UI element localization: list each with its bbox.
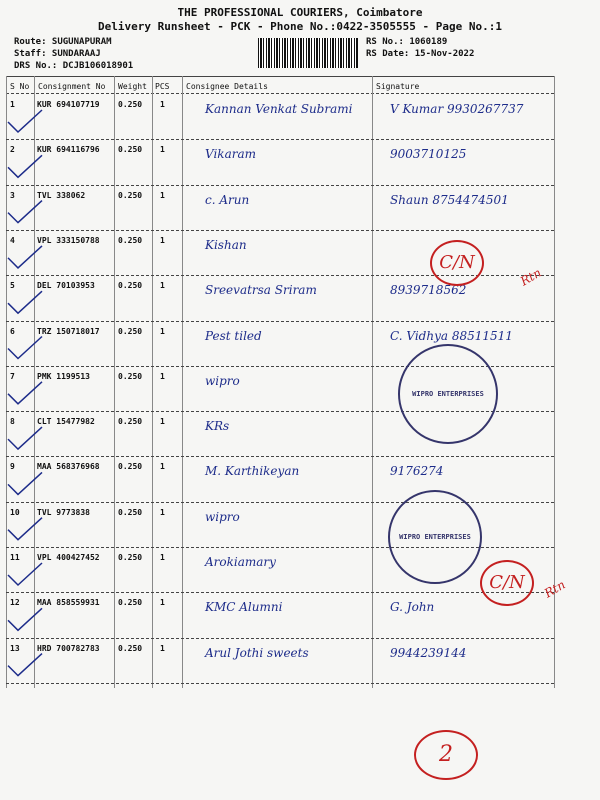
row-weight: 0.250 [118,598,143,608]
col-weight: Weight [118,82,147,91]
tick-mark [8,110,42,132]
row-pcs: 1 [160,145,165,155]
rs-number: RS No.: 1060189 [366,37,448,47]
staff-label: Staff: SUNDARAAJ [14,49,101,59]
row-consignee: Sreevatrsa Sriram [205,283,317,298]
col-consignee: Consignee Details [186,82,268,91]
col-sno: S No [10,82,30,91]
tick-mark [8,201,42,223]
col-signature: Signature [376,82,420,91]
row-consignment-no: MAA 568376968 [37,462,100,472]
row-consignment-no: KUR 694116796 [37,145,100,155]
row-sno: 11 [10,553,20,562]
row-sno: 2 [10,145,15,155]
row-weight: 0.250 [118,417,143,427]
row-consignment-no: MAA 858559931 [37,598,100,608]
tick-mark [8,472,42,494]
row-pcs: 1 [160,281,165,291]
row-consignment-no: TRZ 150718017 [37,326,100,336]
row-consignee: wipro [205,373,240,388]
row-weight: 0.250 [118,145,143,155]
row-consignee: wipro [205,509,240,524]
row-signature: Shaun 8754474501 [390,192,509,207]
cn-mark: C/N [480,560,534,606]
tick-mark [8,654,42,676]
row-pcs: 1 [160,643,165,653]
row-signature: 9003710125 [390,147,467,162]
tick-mark [8,563,42,585]
row-consignee: KMC Alumni [205,600,283,615]
row-pcs: 1 [160,462,165,472]
row-consignee: Arokiamary [205,555,276,569]
row-consignee: Arul Jothi sweets [205,645,309,660]
row-weight: 0.250 [118,190,143,200]
row-sno: 13 [10,643,20,653]
row-signature: C. Vidhya 88511511 [390,328,513,343]
row-consignee: Pest tiled [205,328,262,343]
row-consignment-no: TVL 9773838 [37,507,90,517]
row-signature: G. John [390,600,435,615]
tick-mark [8,518,42,540]
return-mark: Rtn [541,577,568,601]
row-weight: 0.250 [118,235,143,245]
row-consignment-no: KUR 694107719 [37,100,100,109]
row-consignee: Kishan [205,237,247,252]
row-pcs: 1 [160,100,165,109]
row-sno: 6 [10,326,15,336]
row-sno: 10 [10,507,20,517]
row-pcs: 1 [160,598,165,608]
row-sno: 12 [10,598,20,608]
company-stamp: WIPRO ENTERPRISES [398,344,498,444]
row-weight: 0.250 [118,281,143,291]
row-pcs: 1 [160,507,165,517]
runsheet-title: THE PROFESSIONAL COURIERS, Coimbatore [177,6,423,19]
row-consignee: Kannan Venkat Subrami [205,102,353,116]
row-signature: 8939718562 [390,283,467,298]
tick-mark [8,291,42,313]
row-consignment-no: DEL 70103953 [37,281,95,291]
row-pcs: 1 [160,417,165,427]
row-sno: 3 [10,190,15,200]
row-signature: 9944239144 [390,645,467,660]
tick-mark [8,337,42,359]
row-sno: 7 [10,371,15,381]
row-consignment-no: TVL 338062 [37,190,86,200]
tick-mark [8,246,42,268]
row-consignee: Vikaram [205,147,256,162]
row-sno: 5 [10,281,15,291]
row-signature: V Kumar 9930267737 [390,102,524,116]
row-sno: 1 [10,100,15,109]
row-weight: 0.250 [118,553,143,562]
row-weight: 0.250 [118,507,143,517]
cn-mark: C/N [430,240,484,286]
tick-mark [8,155,42,177]
row-sno: 4 [10,235,15,245]
row-consignment-no: PMK 1199513 [37,371,90,381]
tick-mark [8,382,42,404]
row-consignment-no: VPL 400427452 [37,553,100,562]
tick-mark [8,608,42,630]
col-pcs: PCS [155,82,170,91]
row-weight: 0.250 [118,100,143,109]
row-pcs: 1 [160,235,165,245]
row-weight: 0.250 [118,371,143,381]
row-consignee: M. Karthikeyan [205,464,300,479]
tick-mark [8,427,42,449]
row-weight: 0.250 [118,462,143,472]
return-mark: Rtn [517,265,544,289]
row-weight: 0.250 [118,326,143,336]
row-sno: 8 [10,417,15,427]
row-consignment-no: CLT 15477982 [37,417,95,427]
page-circle: 2 [414,730,478,780]
row-pcs: 1 [160,326,165,336]
runsheet-subtitle: Delivery Runsheet - PCK - Phone No.:0422-3505555 - Page No.:1 [98,20,502,33]
row-consignee: c. Arun [205,192,250,207]
row-pcs: 1 [160,371,165,381]
route-label: Route: SUGUNAPURAM [14,37,112,47]
row-pcs: 1 [160,553,165,562]
row-consignment-no: VPL 333150788 [37,235,100,245]
row-signature: 9176274 [390,464,444,479]
row-sno: 9 [10,462,15,472]
row-pcs: 1 [160,190,165,200]
row-consignee: KRs [205,419,230,434]
drs-number: DRS No.: DCJB106018901 [14,61,134,71]
row-weight: 0.250 [118,643,143,653]
col-consignment: Consignment No [38,82,106,91]
rs-date: RS Date: 15-Nov-2022 [366,49,475,59]
company-stamp: WIPRO ENTERPRISES [388,490,482,584]
row-consignment-no: HRD 700782783 [37,643,100,653]
